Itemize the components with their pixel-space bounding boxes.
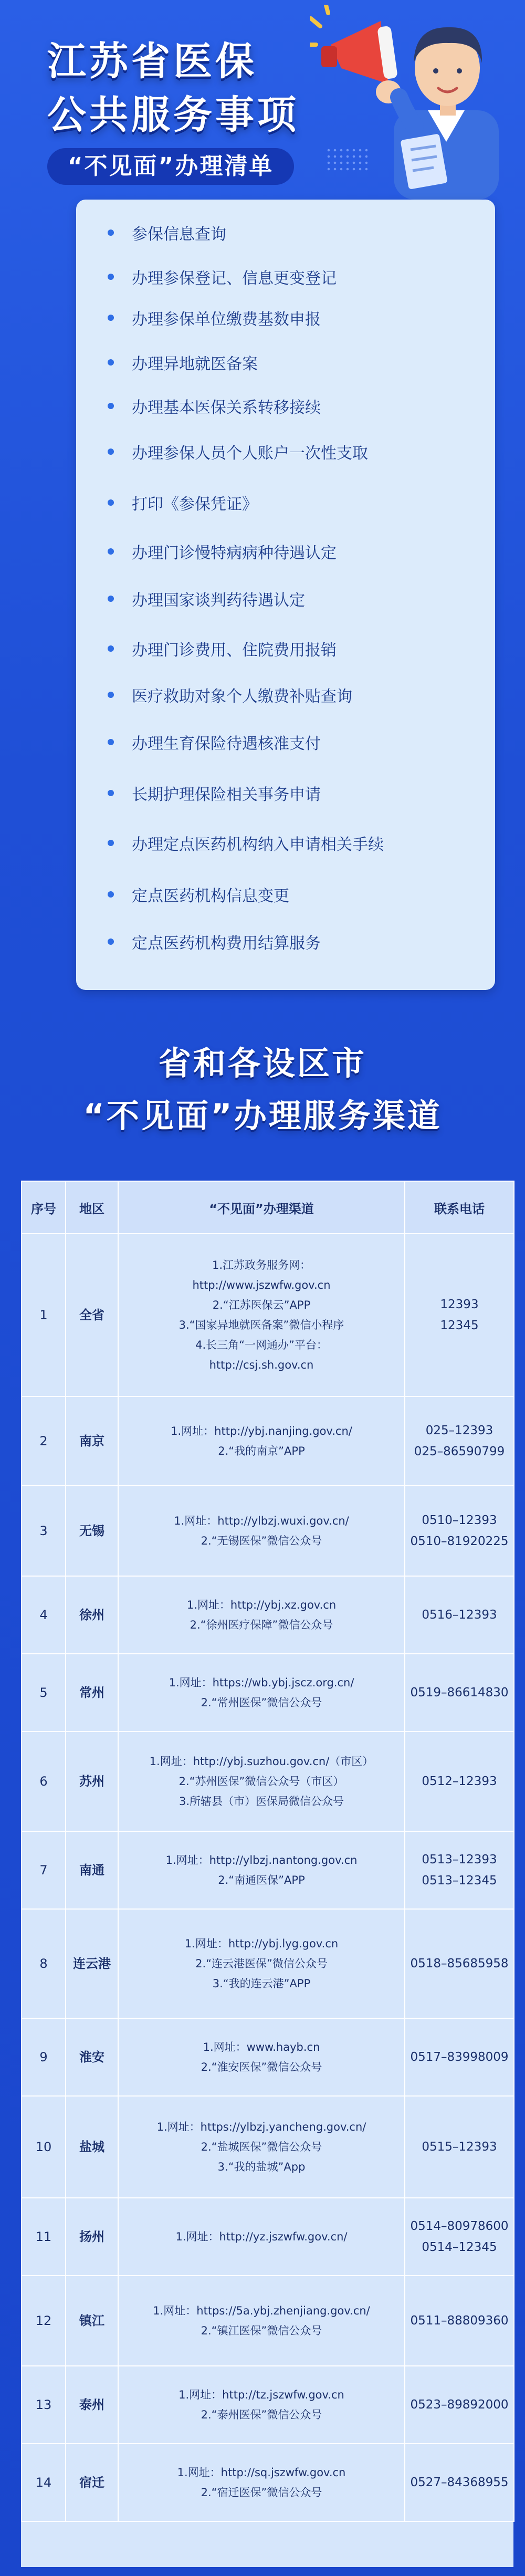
phone-number: 0510–81920225: [410, 1535, 509, 1548]
channel-line: 3.“我的盐城”App: [217, 2161, 306, 2173]
row-phones: [405, 2018, 514, 2096]
page-title-line2: 公共服务事项: [47, 92, 299, 138]
service-item: 打印《参保凭证》: [108, 489, 258, 516]
row-channels: [118, 1396, 405, 1486]
bullet-icon: [108, 645, 114, 652]
row-channels: [118, 2366, 405, 2444]
row-area: 常州: [66, 1654, 118, 1732]
channel-line: 1.网址：http://ybj.xz.gov.cn: [186, 1599, 337, 1611]
row-area: 淮安: [66, 2018, 118, 2096]
row-channels: [118, 1654, 405, 1732]
phone-number: 0511–88809360: [410, 2314, 509, 2328]
row-channels: [118, 1732, 405, 1831]
row-phones: [405, 1909, 514, 2018]
row-number: 2: [22, 1396, 66, 1486]
row-number: 9: [22, 2018, 66, 2096]
service-item: 办理参保人员个人账户一次性支取: [108, 439, 368, 465]
channel-line: 1.网址：https://ylbzj.yancheng.gov.cn/: [156, 2121, 366, 2133]
channel-line: 2.“连云港医保”微信公众号: [195, 1957, 328, 1970]
service-item: 办理定点医药机构纳入申请相关手续: [108, 830, 384, 856]
channel-line: 1.网址：http://ybj.suzhou.gov.cn/（市区）: [149, 1755, 374, 1768]
row-channels: [118, 1234, 405, 1396]
table-body: [22, 1234, 514, 2521]
row-channels: [118, 1576, 405, 1654]
bullet-icon: [108, 230, 114, 236]
row-area: 盐城: [66, 2096, 118, 2198]
row-number: 11: [22, 2198, 66, 2276]
section-title-line1: 省和各设区市: [158, 1044, 366, 1082]
bullet-icon: [108, 938, 114, 945]
phone-number: 0516–12393: [422, 1608, 497, 1622]
table-row: [22, 1831, 514, 1909]
row-phones: [405, 1732, 514, 1831]
table-row: [22, 2444, 514, 2521]
row-phones: [405, 1654, 514, 1732]
phone-number: 0513–12345: [422, 1874, 497, 1887]
phone-number: 0523–89892000: [410, 2398, 509, 2412]
service-item: 参保信息查询: [108, 220, 226, 246]
row-area: 扬州: [66, 2198, 118, 2276]
row-number: 12: [22, 2276, 66, 2366]
channel-line: 1.网址：http://tz.jszwfw.gov.cn: [178, 2389, 344, 2401]
table-row: [22, 1576, 514, 1654]
channel-line: 2.“镇江医保”微信公众号: [201, 2324, 322, 2337]
service-item: 办理生育保险待遇核准支付: [108, 729, 321, 755]
service-item: 办理参保单位缴费基数申报: [108, 305, 321, 331]
row-number: 6: [22, 1732, 66, 1831]
service-item: 办理参保登记、信息更变登记: [108, 264, 337, 290]
bullet-icon: [108, 403, 114, 409]
channel-line: 2.“淮安医保”微信公众号: [201, 2061, 322, 2073]
row-phones: [405, 2096, 514, 2198]
row-area: 苏州: [66, 1732, 118, 1831]
person-megaphone-illustration: [310, 5, 520, 200]
phone-number: 12393: [440, 1298, 479, 1311]
channel-line: 1.网址：http://yz.jszwfw.gov.cn/: [175, 2230, 348, 2243]
phone-number: 0518–85685958: [410, 1957, 509, 1970]
row-area: 徐州: [66, 1576, 118, 1654]
phone-number: 0514–80978600: [410, 2219, 509, 2233]
service-item: 办理门诊费用、住院费用报销: [108, 635, 337, 662]
row-number: 4: [22, 1576, 66, 1654]
bullet-icon: [108, 274, 114, 280]
table-row: [22, 1396, 514, 1486]
bullet-icon: [108, 548, 114, 555]
table-row: [22, 1732, 514, 1831]
bullet-icon: [108, 315, 114, 321]
row-area: 宿迁: [66, 2444, 118, 2521]
row-number: 1: [22, 1234, 66, 1396]
table-row: [22, 1234, 514, 1396]
service-item: 长期护理保险相关事务申请: [108, 780, 321, 806]
channel-line: 1.江苏政务服务网：: [212, 1259, 311, 1271]
channel-line: 2.“常州医保”微信公众号: [201, 1696, 322, 1709]
phone-number: 025–12393: [425, 1424, 494, 1437]
service-item: 定点医药机构费用结算服务: [108, 929, 321, 955]
phone-number: 0514–12345: [422, 2240, 497, 2254]
row-number: 13: [22, 2366, 66, 2444]
row-phones: [405, 2276, 514, 2366]
table-row: [22, 2276, 514, 2366]
table-row: [22, 1486, 514, 1576]
row-phones: [405, 1486, 514, 1576]
channel-line: 1.网址：www.hayb.cn: [203, 2041, 320, 2053]
table-row: [22, 2366, 514, 2444]
row-channels: [118, 1831, 405, 1909]
row-area: 镇江: [66, 2276, 118, 2366]
channel-line: 2.“盐城医保”微信公众号: [201, 2141, 322, 2153]
row-area: 泰州: [66, 2366, 118, 2444]
bullet-icon: [108, 692, 114, 698]
row-number: 14: [22, 2444, 66, 2521]
row-phones: [405, 1234, 514, 1396]
row-area: 全省: [66, 1234, 118, 1396]
phone-number: 025–86590799: [414, 1445, 505, 1458]
row-channels: [118, 2198, 405, 2276]
bullet-icon: [108, 739, 114, 745]
phone-number: 0515–12393: [422, 2140, 497, 2154]
table-row: [22, 2096, 514, 2198]
service-item: 办理国家谈判药待遇认定: [108, 586, 305, 612]
row-number: 8: [22, 1909, 66, 2018]
phone-number: 0517–83998009: [410, 2050, 509, 2064]
channel-line: 1.网址：https://5a.ybj.zhenjiang.gov.cn/: [153, 2304, 370, 2317]
table-row: [22, 2018, 514, 2096]
service-list-card: [76, 200, 495, 990]
header-phone: 联系电话: [405, 1181, 514, 1234]
channel-line: 2.“无锡医保”微信公众号: [201, 1535, 322, 1547]
row-number: 10: [22, 2096, 66, 2198]
bullet-icon: [108, 359, 114, 366]
phone-number: 0519–86614830: [410, 1686, 509, 1699]
row-channels: [118, 2096, 405, 2198]
bullet-icon: [108, 449, 114, 455]
header-no: 序号: [22, 1181, 66, 1234]
channel-line: 1.网址：http://ybj.lyg.gov.cn: [184, 1937, 339, 1950]
bullet-icon: [108, 499, 114, 506]
channels-table: [21, 1181, 514, 2522]
service-item: 办理门诊慢特病病种待遇认定: [108, 538, 337, 565]
channel-line: http://www.jszwfw.gov.cn: [192, 1279, 331, 1291]
channels-table-container: [21, 1181, 513, 2567]
megaphone-icon: [310, 5, 398, 84]
row-phones: [405, 1576, 514, 1654]
channel-line: 2.“我的南京”APP: [218, 1445, 305, 1457]
row-number: 7: [22, 1831, 66, 1909]
channel-line: 1.网址：http://sq.jszwfw.gov.cn: [177, 2466, 346, 2479]
row-channels: [118, 2018, 405, 2096]
page-subtitle: “不见面”办理清单: [47, 148, 294, 185]
channel-line: 3.“国家异地就医备案”微信小程序: [178, 1319, 344, 1331]
bullet-icon: [108, 596, 114, 602]
row-area: 南通: [66, 1831, 118, 1909]
phone-number: 0512–12393: [422, 1775, 497, 1788]
bullet-icon: [108, 790, 114, 796]
row-area: 南京: [66, 1396, 118, 1486]
service-item: 办理异地就医备案: [108, 349, 258, 376]
bullet-icon: [108, 891, 114, 898]
header-banner: [0, 0, 525, 200]
row-phones: [405, 1831, 514, 1909]
table-row: [22, 2198, 514, 2276]
row-channels: [118, 2444, 405, 2521]
bullet-icon: [108, 840, 114, 846]
channel-line: 1.网址：http://ylbzj.nantong.gov.cn: [165, 1854, 358, 1866]
service-item: 定点医药机构信息变更: [108, 881, 289, 908]
service-item: 医疗救助对象个人缴费补贴查询: [108, 682, 352, 708]
row-channels: [118, 1486, 405, 1576]
table-row: [22, 1654, 514, 1732]
header-area: 地区: [66, 1181, 118, 1234]
phone-number: 0510–12393: [422, 1514, 497, 1527]
channel-line: http://csj.sh.gov.cn: [209, 1359, 314, 1371]
channel-line: 2.“宿迁医保”微信公众号: [201, 2486, 322, 2499]
row-channels: [118, 1909, 405, 2018]
channel-line: 4.长三角“一网通办”平台：: [195, 1339, 328, 1351]
phone-number: 0513–12393: [422, 1853, 497, 1866]
channel-line: 2.“江苏医保云”APP: [212, 1299, 311, 1311]
page-title-line1: 江苏省医保: [47, 39, 257, 84]
channel-line: 1.网址：https://wb.ybj.jscz.org.cn/: [169, 1676, 354, 1689]
row-phones: [405, 2198, 514, 2276]
channel-line: 1.网址：http://ylbzj.wuxi.gov.cn/: [174, 1515, 349, 1527]
channel-line: 2.“苏州医保”微信公众号（市区）: [178, 1775, 344, 1788]
service-item: 办理基本医保关系转移接续: [108, 393, 321, 419]
channel-line: 2.“徐州医疗保障”微信公众号: [190, 1619, 333, 1631]
row-number: 5: [22, 1654, 66, 1732]
channel-line: 2.“泰州医保”微信公众号: [201, 2408, 322, 2421]
channel-line: 2.“南通医保”APP: [218, 1874, 305, 1886]
header-channels: “不见面”办理渠道: [118, 1181, 405, 1234]
phone-number: 12345: [440, 1319, 479, 1332]
channel-line: 1.网址：http://ybj.nanjing.gov.cn/: [171, 1425, 352, 1437]
row-number: 3: [22, 1486, 66, 1576]
row-phones: [405, 1396, 514, 1486]
channel-line: 3.所辖县（市）医保局微信公众号: [178, 1795, 344, 1808]
row-area: 无锡: [66, 1486, 118, 1576]
phone-number: 0527–84368955: [410, 2476, 509, 2489]
row-area: 连云港: [66, 1909, 118, 2018]
row-phones: [405, 2366, 514, 2444]
channel-line: 3.“我的连云港”APP: [212, 1977, 311, 1990]
row-phones: [405, 2444, 514, 2521]
table-header-row: [22, 1181, 514, 1234]
table-row: [22, 1909, 514, 2018]
section-title-line2: “不见面”办理服务渠道: [83, 1097, 442, 1135]
row-channels: [118, 2276, 405, 2366]
